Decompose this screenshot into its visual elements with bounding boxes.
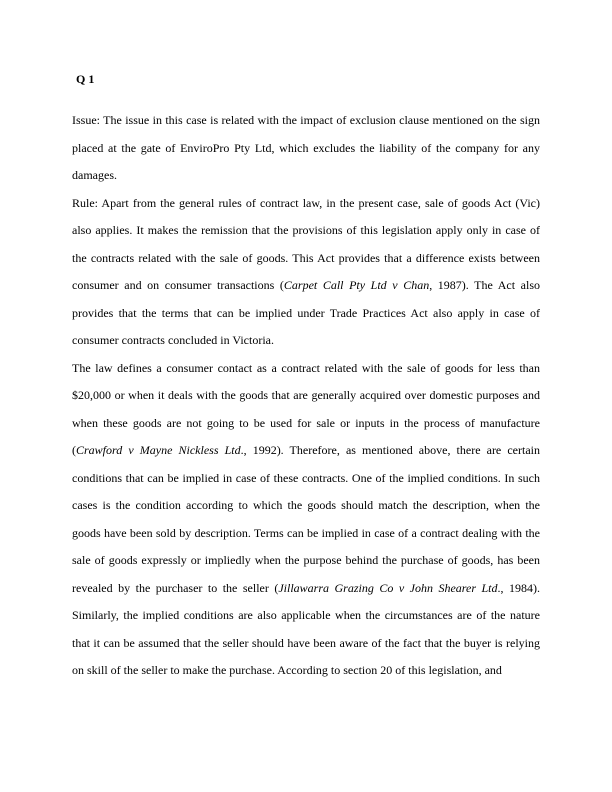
case-citation: Carpet Call Pty Ltd v Chan xyxy=(283,278,430,292)
paragraph xyxy=(72,355,540,685)
paragraph-text: Issue: The issue in this case is related with the impact of exclusion clause mentioned on the sign placed at the gate of EnviroPro Pty Ltd, which excludes the liability of the company for any damages. xyxy=(72,113,540,182)
paragraph-text: The law defines a consumer contact as a contract related with the sale of goods for less than $20,000 or when it deals with the goods that are generally acquired over domestic purposes and when these goods are not going to be used for sale or inputs in the process of manufacture ( xyxy=(72,360,540,457)
paragraph xyxy=(72,190,540,355)
case-citation: Jillawarra Grazing Co v John Shearer Ltd xyxy=(278,580,498,595)
paragraph-text: ., 1992). Therefore, as mentioned above, there are certain conditions that can be implied in case of these contracts. One of the implied conditions. In such cases is the condition according to which the goods should match the description, when the goods have been sold by description. Terms can be implied in case of a contract dealing with the sale of goods expressly or impliedly when the purpose behind the purchase of goods, has been revealed by the purchaser to the seller ( xyxy=(72,443,540,595)
case-citation: Crawford v Mayne Nickless Ltd xyxy=(76,443,241,457)
paragraph xyxy=(72,107,540,190)
paragraph-text: , 1987). The Act also provides that the terms that can be implied under Trade Practices Act also apply in case of consumer contracts concluded in Victoria. xyxy=(72,278,540,347)
document-body xyxy=(72,107,540,685)
paragraph-text: Rule: Apart from the general rules of contract law, in the present case, sale of goods Act (Vic) also applies. It makes the remission that the provisions of this legislation apply only in case of the contracts related with the sale of goods. This Act provides that a difference exists between consumer and on consumer transactions ( xyxy=(72,195,540,292)
paragraph-text: ., 1984). Similarly, the implied conditions are also applicable when the circumstances are of the nature that it can be assumed that the seller should have been aware of the fact that the buyer is relying on skill of the seller to make the purchase. According to section 20 of this legislation, and xyxy=(72,580,540,677)
question-heading: Q 1 xyxy=(76,72,95,86)
